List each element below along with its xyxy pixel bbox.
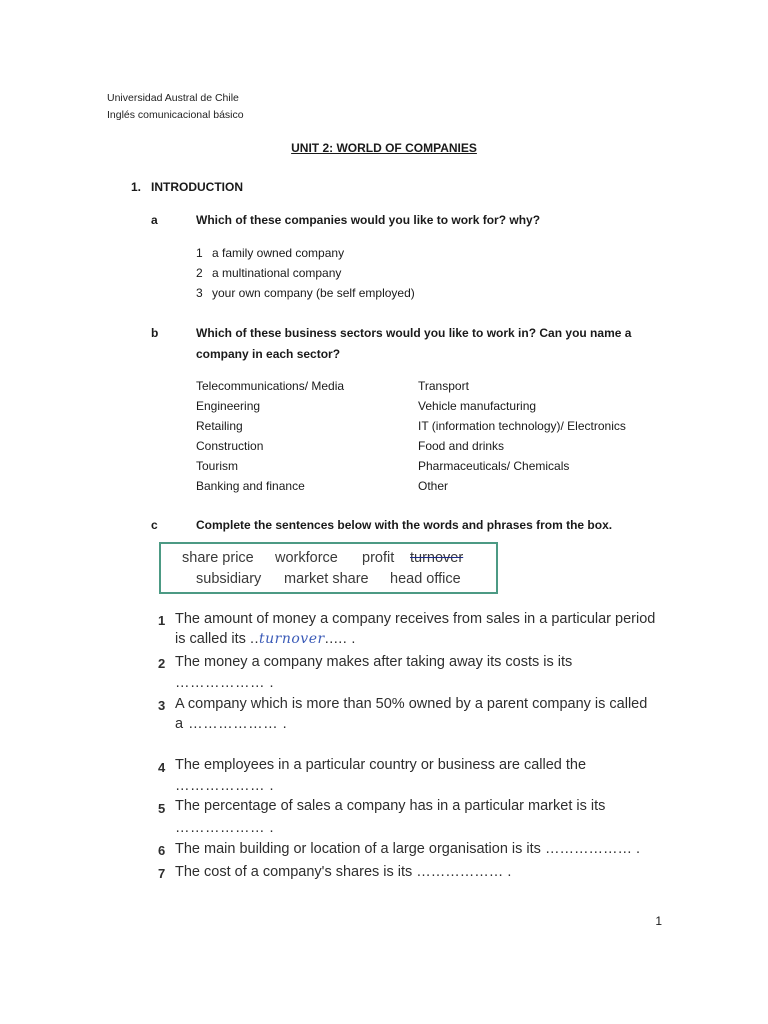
sentence-line2 — [175, 631, 355, 647]
sector-item: Food and drinks — [418, 439, 505, 453]
sentence-text: A company which is more than 50% owned by a parent company is called — [175, 696, 648, 712]
question-b-text-line1: Which of these business sectors would you like to work in? Can you name a — [196, 326, 632, 340]
question-a-letter: a — [151, 213, 158, 227]
sector-item: Banking and finance — [196, 479, 305, 493]
box-word: workforce — [275, 550, 338, 566]
blank-dots: ..... — [324, 631, 348, 647]
question-c-text: Complete the sentences below with the words and phrases from the box. — [196, 518, 613, 532]
sentence-number: 6 — [158, 843, 166, 858]
blank-line: ……………… . — [175, 675, 275, 691]
sentence-text: The amount of money a company receives from sales in a particular period — [175, 611, 656, 627]
sentence-text: The employees in a particular country or business are called the — [175, 757, 587, 773]
sentence-number: 5 — [158, 801, 166, 816]
sector-item: Engineering — [196, 399, 261, 413]
sector-item: Vehicle manufacturing — [418, 399, 537, 413]
sector-item: Other — [418, 479, 449, 493]
word-box — [159, 542, 498, 594]
section-title: INTRODUCTION — [151, 180, 243, 194]
blank-line: ……………… . — [175, 778, 275, 794]
blank-line: ……………… . — [175, 820, 275, 836]
course-name: Inglés comunicacional básico — [107, 109, 244, 121]
box-word: market share — [284, 571, 369, 587]
box-word: profit — [362, 550, 395, 566]
box-word: head office — [390, 571, 461, 587]
unit-title: UNIT 2: WORLD OF COMPANIES — [291, 141, 477, 155]
sector-item: Telecommunications/ Media — [196, 379, 345, 393]
sector-item: Tourism — [196, 459, 239, 473]
sector-item: Retailing — [196, 419, 243, 433]
sentence-text: The cost of a company's shares is its ……………… . — [175, 864, 512, 880]
sentence-text: is called its — [175, 631, 246, 647]
blank-line: a ……………… . — [175, 716, 288, 732]
sentence-end: . — [351, 631, 356, 647]
question-c-letter: c — [151, 518, 158, 532]
page-number: 1 — [655, 914, 662, 928]
sentence-text: The main building or location of a large organisation is its ……………… . — [175, 841, 641, 857]
sentence-number: 1 — [158, 613, 166, 628]
option-number: 2 — [196, 266, 203, 280]
sector-item: Construction — [196, 439, 264, 453]
sector-item: Transport — [418, 379, 469, 393]
sentence-number: 4 — [158, 760, 166, 775]
question-a-text: Which of these companies would you like to work for? why? — [196, 213, 541, 227]
sentence-number: 7 — [158, 866, 166, 881]
sentence-text: The percentage of sales a company has in a particular market is its — [175, 798, 606, 814]
option-text: a family owned company — [212, 246, 345, 260]
blank-dots: .. — [249, 631, 260, 647]
option-number: 1 — [196, 246, 203, 260]
university-name: Universidad Austral de Chile — [107, 92, 239, 104]
box-word: subsidiary — [196, 571, 262, 587]
sentence-number: 2 — [158, 656, 166, 671]
box-word: share price — [182, 550, 254, 566]
box-word-crossed: turnover — [410, 550, 464, 566]
option-text: a multinational company — [212, 266, 342, 280]
section-number: 1. — [131, 180, 142, 194]
sentence-number: 3 — [158, 698, 166, 713]
option-text: your own company (be self employed) — [212, 286, 415, 300]
question-b-text-line2: company in each sector? — [196, 347, 341, 361]
handwritten-answer: turnover — [259, 631, 325, 647]
sector-item: Pharmaceuticals/ Chemicals — [418, 459, 570, 473]
question-b-letter: b — [151, 326, 159, 340]
option-number: 3 — [196, 286, 203, 300]
sentence-text: The money a company makes after taking away its costs is its — [175, 654, 573, 670]
sector-item: IT (information technology)/ Electronics — [418, 419, 626, 433]
